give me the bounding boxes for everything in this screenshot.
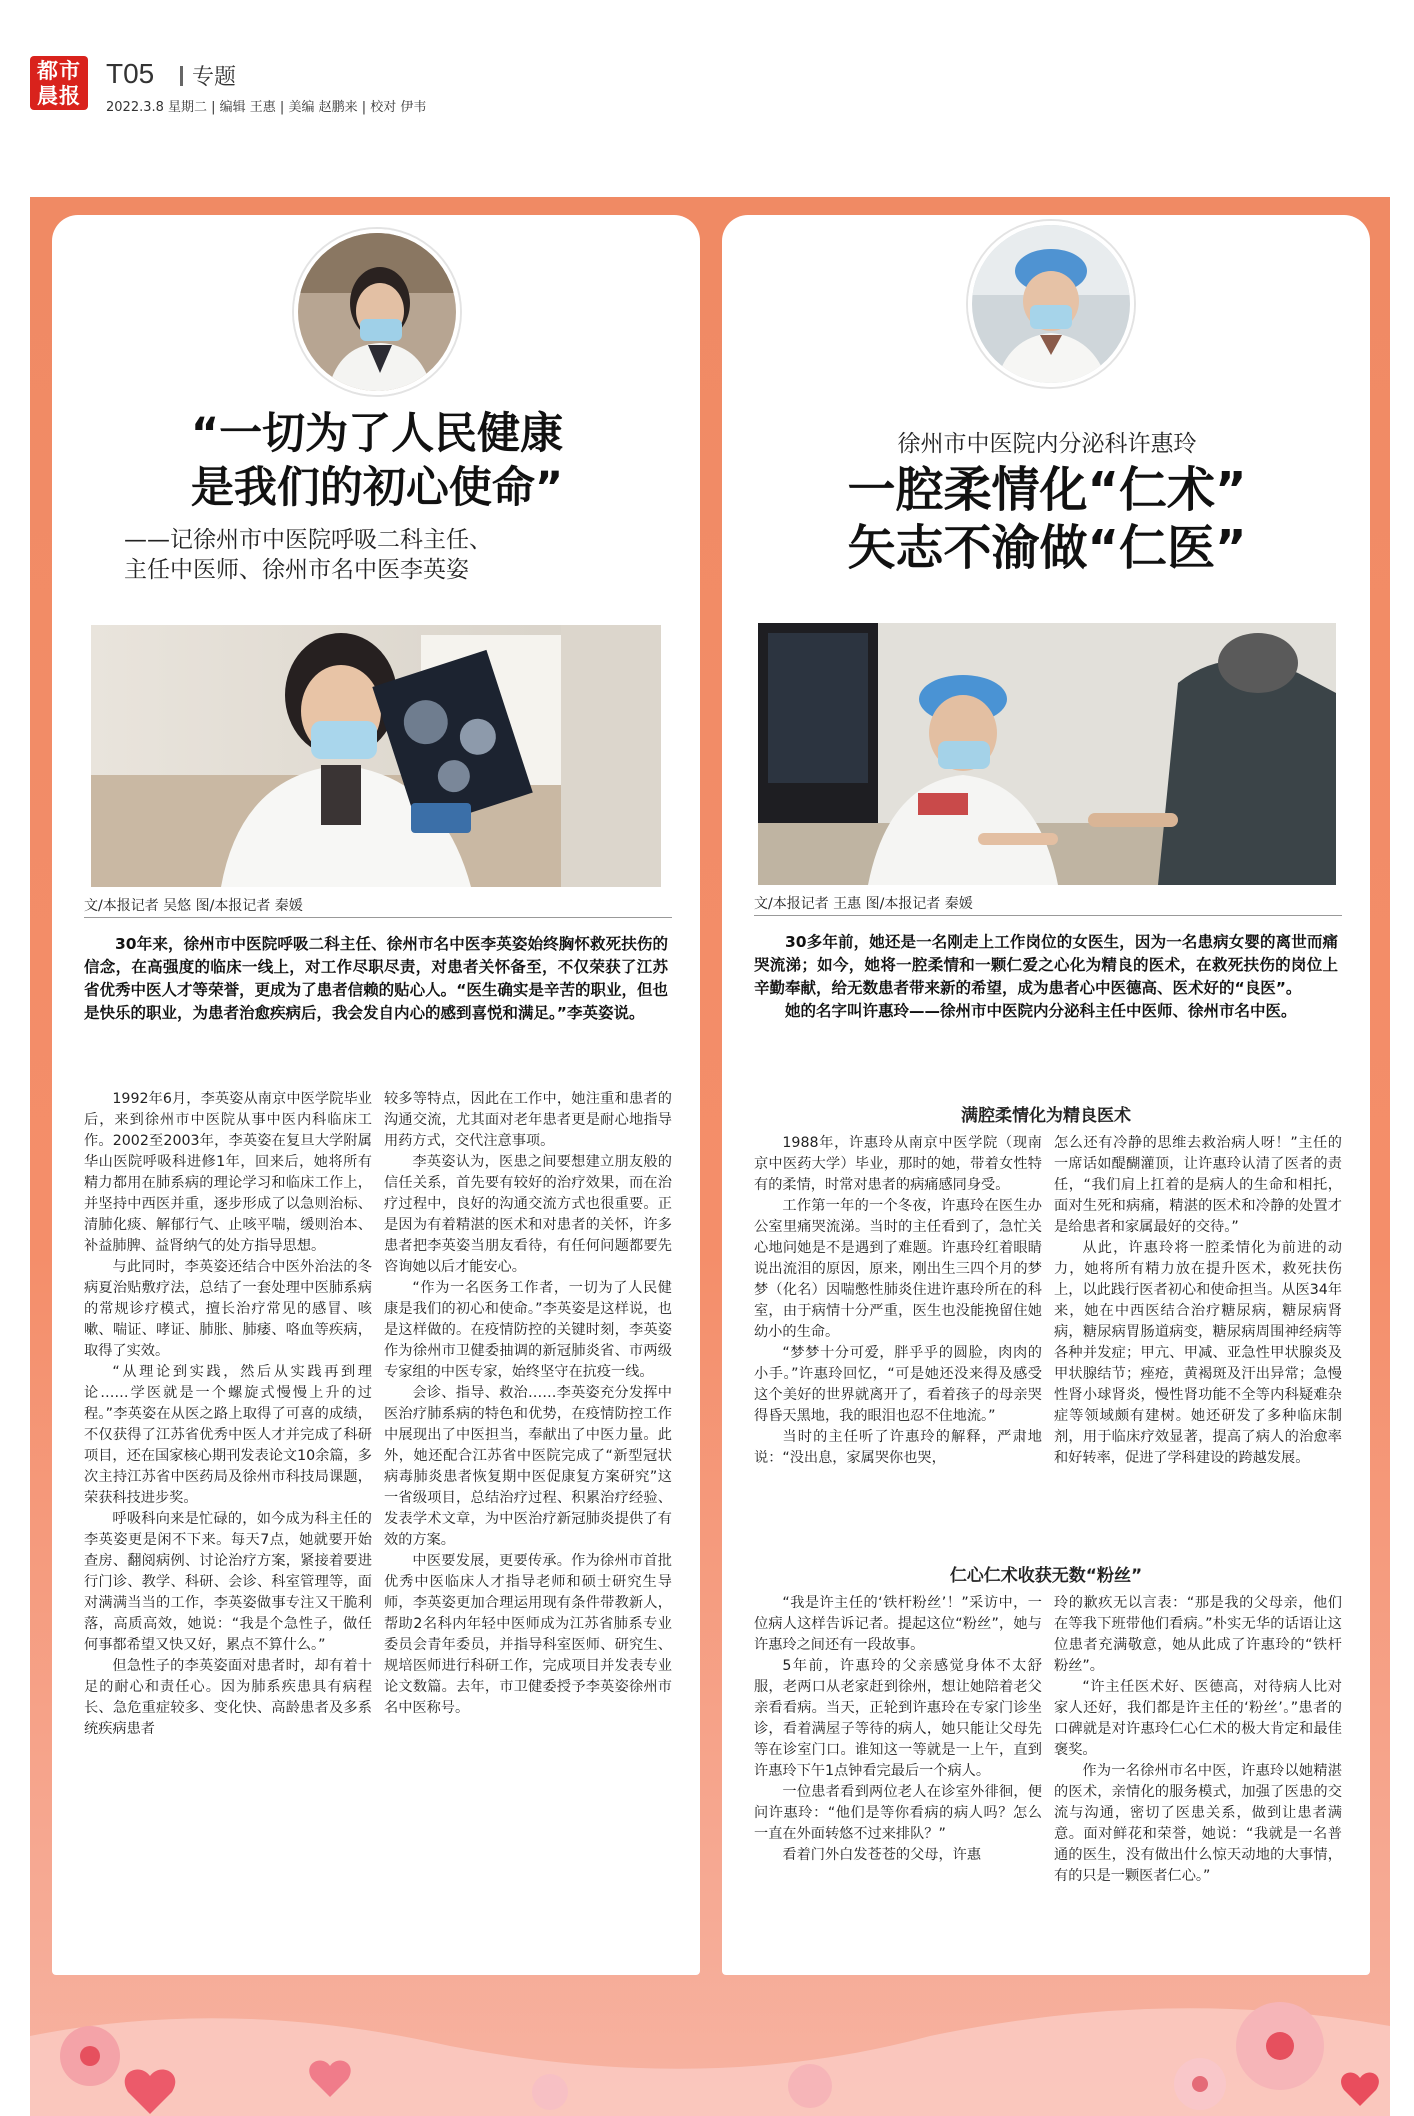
lead-paragraph-right xyxy=(754,931,1338,1023)
text-column-right-1b xyxy=(754,1593,1042,1969)
paragraph: 玲的歉疚无以言表：“那是我的父母亲，他们在等我下班带他们看病。”朴实无华的话语让这位患者充满敬意，她从此成了许惠玲的“铁杆粉丝”。 xyxy=(1054,1595,1342,1674)
paragraph: 1992年6月，李英姿从南京中医学院毕业后，来到徐州市中医院从事中医内科临床工作。2002至2003年，李英姿在复旦大学附属华山医院呼吸科进修1年，回来后，她将所有精力都用在肺系病的理论学习和临床工作上，并坚持中西医并重，逐步形成了以急则治标、清肺化痰、解郁行气、止咳平喘，缓则治本、补益肺脾、益肾纳气的处方指导思想。 xyxy=(84,1091,372,1254)
portrait-li-yingzi xyxy=(294,229,460,395)
subtitle-left xyxy=(124,525,684,585)
lead-text: 她的名字叫许惠玲——徐州市中医院内分泌科主任中医师、徐州市名中医。 xyxy=(785,1002,1297,1020)
byline-rule xyxy=(754,915,1342,916)
headline-line: 是我们的初心使命” xyxy=(190,463,564,513)
paragraph: 5年前，许惠玲的父亲感觉身体不太舒服，老两口从老家赶到徐州，想让她陪着老父亲看看病。当天，正轮到许惠玲在专家门诊坐诊，看着满屋子等待的病人，她只能让父母先等在诊室门口。谁知这一等就是一上午，直到许惠玲下午1点钟看完最后一个病人。 xyxy=(754,1658,1042,1779)
masthead xyxy=(30,56,1390,116)
feature-frame xyxy=(30,197,1390,2116)
paragraph: “从理论到实践，然后从实践再到理论……学医就是一个螺旋式慢慢上升的过程。”李英姿在从医之路上取得了可喜的成绩，不仅获得了江苏省优秀中医人才并完成了科研项目，还在国家核心期刊发表论文10余篇，多次主持江苏省中医药局及徐州市科技局课题，荣获科技进步奖。 xyxy=(84,1364,372,1506)
text-column-left-2 xyxy=(384,1089,672,1969)
newspaper-logo xyxy=(30,56,88,110)
paragraph: 但急性子的李英姿面对患者时，却有着十足的耐心和责任心。因为肺系疾患具有病程长、急危重症较多、变化快、高龄患者及多系统疾病患者 xyxy=(84,1658,372,1737)
headline-line: “一切为了人民健康 xyxy=(190,409,564,459)
lead-text: 30多年前，她还是一名刚走上工作岗位的女医生，因为一名患病女婴的离世而痛哭流涕；如今，她将一腔柔情和一颗仁爱之心化为精良的医术，在救死扶伤的岗位上辛勤奉献，给无数患者带来新的希望，成为患者心中医德高、医术好的“良医”。 xyxy=(754,933,1338,997)
photo-doctor-xray xyxy=(91,625,661,887)
headline-left xyxy=(72,407,682,515)
headline-right xyxy=(742,461,1352,577)
paragraph: 较多等特点，因此在工作中，她注重和患者的沟通交流，尤其面对老年患者更是耐心地指导用药方式，交代注意事项。 xyxy=(384,1091,672,1149)
byline-right: 文/本报记者 王惠 图/本报记者 秦媛 xyxy=(754,896,973,912)
section-name: 专题 xyxy=(192,65,237,90)
byline-left: 文/本报记者 吴悠 图/本报记者 秦媛 xyxy=(84,898,303,914)
lead-paragraph-left xyxy=(84,933,668,1025)
subtitle-line: ——记徐州市中医院呼吸二科主任、 xyxy=(124,527,492,553)
paragraph: 与此同时，李英姿还结合中医外治法的冬病夏治贴敷疗法，总结了一套处理中医肺系病的常规诊疗模式，擅长治疗常见的感冒、咳嗽、喘证、哮证、肺胀、肺痿、咯血等疾病，取得了实效。 xyxy=(84,1259,372,1359)
page-number: T05 xyxy=(106,58,155,89)
paragraph: “我是许主任的‘铁杆粉丝’！”采访中，一位病人这样告诉记者。提起这位“粉丝”，她与许惠玲之间还有一段故事。 xyxy=(754,1595,1042,1653)
paragraph: 作为一名徐州市名中医，许惠玲以她精湛的医术，亲情化的服务模式，加强了医患的交流与沟通，密切了医患关系，做到让患者满意。面对鲜花和荣誉，她说：“我就是一名普通的医生，没有做出什么惊天动地的大事情，有的只是一颗医者仁心。” xyxy=(1054,1763,1342,1884)
floral-decoration xyxy=(30,1966,1390,2116)
divider xyxy=(180,66,183,86)
paragraph: 1988年，许惠玲从南京中医学院（现南京中医药大学）毕业，那时的她，带着女性特有的柔情，时常对患者的病痛感同身受。 xyxy=(754,1135,1042,1193)
paragraph: 工作第一年的一个冬夜，许惠玲在医生办公室里痛哭流涕。当时的主任看到了，急忙关心地问她是不是遇到了难题。许惠玲红着眼睛说出流泪的原因，原来，刚出生三四个月的梦梦（化名）因喘憋性肺炎住进许惠玲所在的科室，由于病情十分严重，医生也没能挽留住她幼小的生命。 xyxy=(754,1198,1042,1340)
paragraph: 看着门外白发苍苍的父母，许惠 xyxy=(782,1847,982,1863)
dateline: 2022.3.8 星期二 | 编辑 王惠 | 美编 赵鹏来 | 校对 伊韦 xyxy=(106,100,427,115)
kicker-right: 徐州市中医院内分泌科许惠玲 xyxy=(897,431,1197,457)
paragraph: 呼吸科向来是忙碌的，如今成为科主任的李英姿更是闲不下来。每天7点，她就要开始查房、翻阅病例、讨论治疗方案，紧接着要进行门诊、教学、科研、会诊、科室管理等，面对满满当当的工作，李英姿做事专注又干脆利落，高质高效，她说：“我是个急性子，做任何事都希望又快又好，累点不算什么。” xyxy=(84,1511,372,1653)
paragraph: 当时的主任听了许惠玲的解释，严肃地说：“没出息，家属哭你也哭， xyxy=(754,1429,1042,1466)
article-left xyxy=(52,215,700,1975)
subheading-2: 仁心仁术收获无数“粉丝” xyxy=(949,1566,1143,1586)
text-column-right-2b xyxy=(1054,1593,1342,1969)
paragraph: “作为一名医务工作者，一切为了人民健康是我们的初心和使命。”李英姿是这样说，也是这样做的。在疫情防控的关键时刻，李英姿作为徐州市卫健委抽调的新冠肺炎省、市两级专家组的中医专家，始终坚守在抗疫一线。 xyxy=(384,1280,672,1380)
subheading-1: 满腔柔情化为精良医术 xyxy=(961,1106,1131,1126)
article-right xyxy=(722,215,1370,1975)
portrait-xu-huiling xyxy=(968,221,1134,387)
paragraph: 从此，许惠玲将一腔柔情化为前进的动力，她将所有精力放在提升医术，救死扶伤上，以此践行医者初心和使命担当。从医34年来，她在中西医结合治疗糖尿病，糖尿病肾病，糖尿病胃肠道病变，糖尿病周围神经病等各种并发症；甲亢、甲减、亚急性甲状腺炎及甲状腺结节；痤疮，黄褐斑及汗出异常；急慢性肾小球肾炎，慢性肾功能不全等内科疑难杂症等领域颇有建树。她还研发了多种临床制剂，用于临床疗效显著，提高了病人的治愈率和好转率，促进了学科建设的跨越发展。 xyxy=(1054,1240,1342,1466)
paragraph: 怎么还有冷静的思维去救治病人呀！”主任的一席话如醍醐灌顶，让许惠玲认清了医者的责任，“我们肩上扛着的是病人的生命和相托，面对生死和病痛，精湛的医术和冷静的处置才是给患者和家属最好的交待。” xyxy=(1054,1135,1342,1235)
paragraph: “梦梦十分可爱，胖乎乎的圆脸，肉肉的小手。”许惠玲回忆，“可是她还没来得及感受这个美好的世界就离开了，看着孩子的母亲哭得昏天黑地，我的眼泪也忍不住地流。” xyxy=(754,1345,1042,1424)
paragraph: “许主任医术好、医德高，对待病人比对家人还好，我们都是许主任的‘粉丝’。”患者的口碑就是对许惠玲仁心仁术的极大肯定和最佳褒奖。 xyxy=(1054,1679,1342,1758)
paragraph: 一位患者看到两位老人在诊室外徘徊，便问许惠玲：“他们是等你看病的病人吗？怎么一直在外面转悠不过来排队？” xyxy=(754,1784,1042,1842)
lead-text: 30年来，徐州市中医院呼吸二科主任、徐州市名中医李英姿始终胸怀救死扶伤的信念，在高强度的临床一线上，对工作尽职尽责，对患者关怀备至，不仅荣获了江苏省优秀中医人才等荣誉，更成为了患者信赖的贴心人。“医生确实是辛苦的职业，但也是快乐的职业，为患者治愈疾病后，我会发自内心的感到喜悦和满足。”李英姿说。 xyxy=(84,935,668,1022)
headline-line: 矢志不渝做“仁医” xyxy=(847,520,1247,576)
text-column-right-2a xyxy=(1054,1133,1342,1553)
subtitle-line: 主任中医师、徐州市名中医李英姿 xyxy=(124,557,469,583)
text-column-left-1 xyxy=(84,1089,372,1969)
paragraph: 会诊、指导、救治……李英姿充分发挥中医治疗肺系病的特色和优势，在疫情防控工作中展现出了中医担当，奉献出了中医力量。此外，她还配合江苏省中医院完成了“新型冠状病毒肺炎患者恢复期中医促康复方案研究”这一省级项目，总结治疗过程、积累治疗经验、发表学术文章，为中医治疗新冠肺炎提供了有效的方案。 xyxy=(384,1385,672,1548)
logo-text-top: 都市 xyxy=(37,59,81,83)
paragraph: 中医要发展，更要传承。作为徐州市首批优秀中医临床人才指导老师和硕士研究生导师，李英姿更加合理运用现有条件带教新人，帮助2名科内年轻中医师成为江苏省肺系专业委员会青年委员，并指导科室医师、研究生、规培医师进行科研工作，完成项目并发表专业论文数篇。去年，市卫健委授予李英姿徐州市名中医称号。 xyxy=(384,1553,672,1716)
text-column-right-1a xyxy=(754,1133,1042,1553)
logo-text-bottom: 晨报 xyxy=(37,84,81,108)
byline-rule xyxy=(84,917,672,918)
headline-line: 一腔柔情化“仁术” xyxy=(847,462,1247,518)
paragraph: 李英姿认为，医患之间要想建立朋友般的信任关系，首先要有较好的治疗效果，而在治疗过程中，良好的沟通交流方式也很重要。正是因为有着精湛的医术和对患者的关怀，许多患者把李英姿当朋友看待，有任何问题都要先咨询她以后才能安心。 xyxy=(384,1154,672,1275)
photo-doctor-consult xyxy=(758,623,1336,885)
